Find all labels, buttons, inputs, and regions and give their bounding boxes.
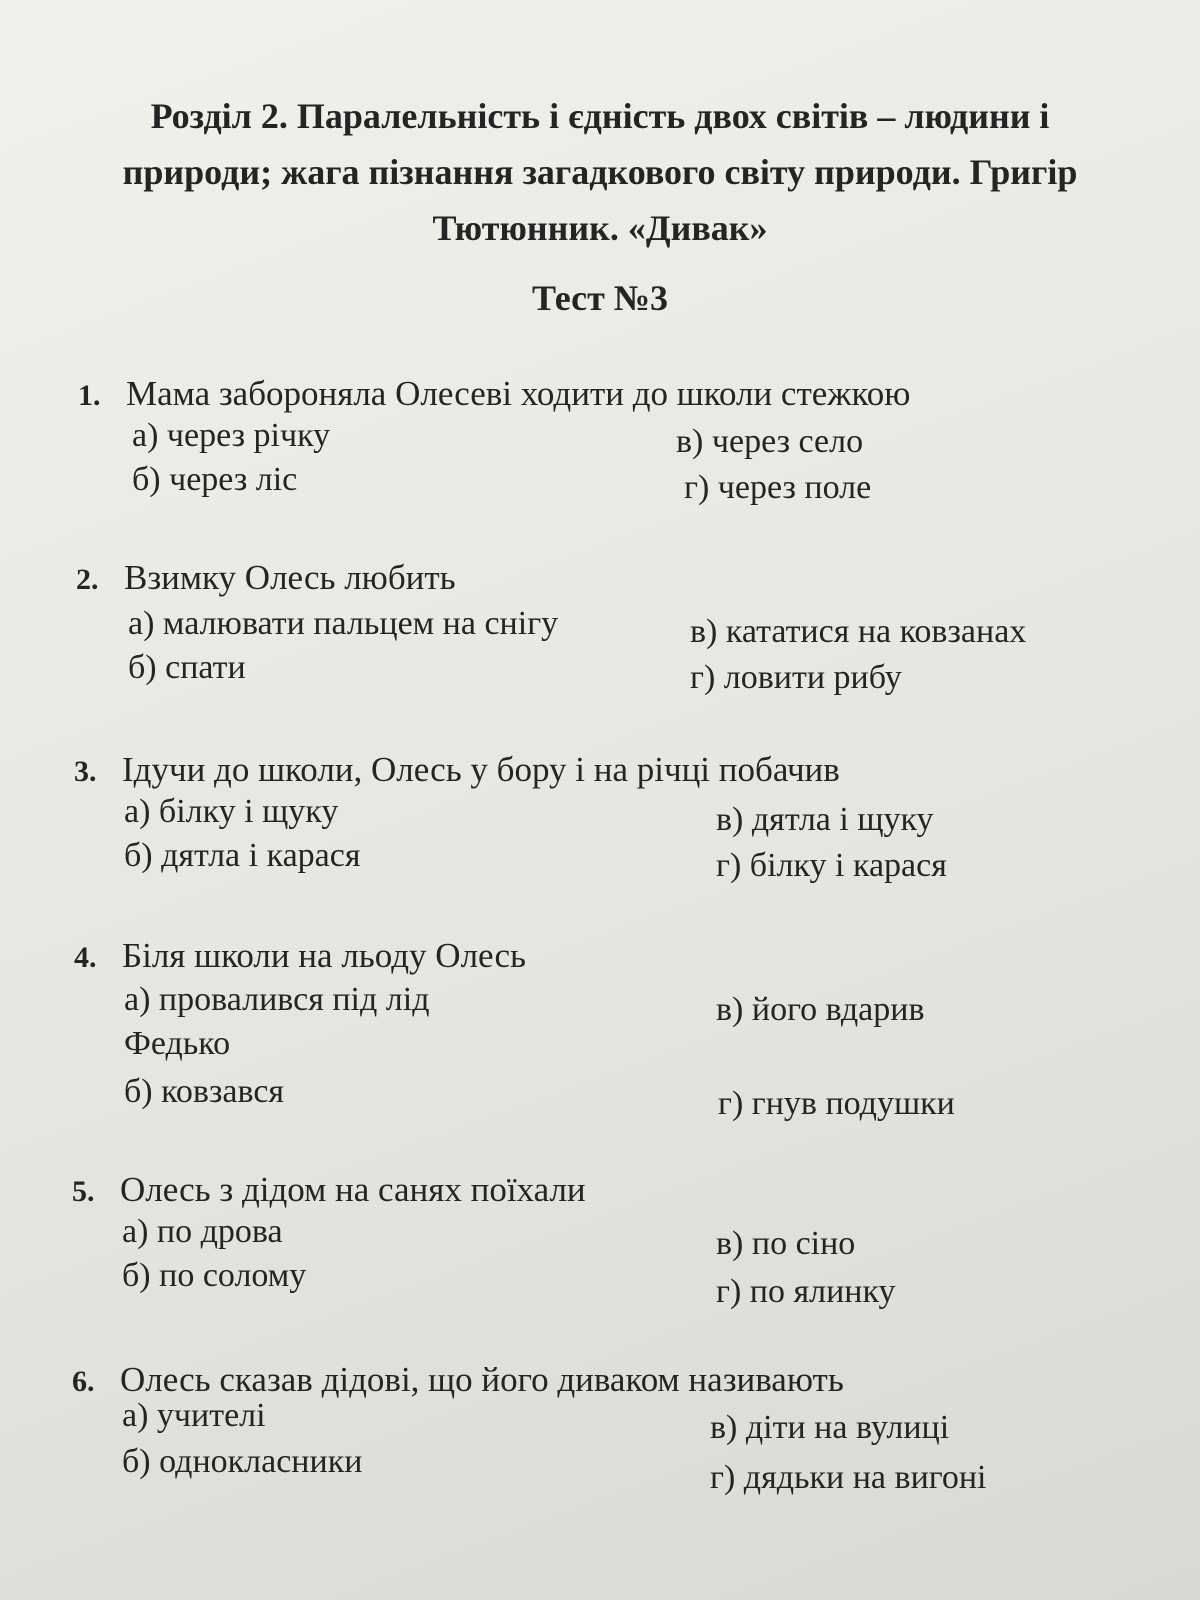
answer-option-v[interactable]: в) через село — [676, 423, 864, 460]
answer-option-b[interactable]: б) через ліс — [132, 461, 298, 498]
test-title: Тест №3 — [532, 278, 668, 318]
answer-option-b[interactable]: б) однокласники — [122, 1443, 363, 1480]
answer-option-v[interactable]: в) по сіно — [716, 1225, 856, 1262]
question-number: 2. — [76, 563, 99, 596]
question-1 — [78, 372, 910, 418]
question-text: Біля школи на льоду Олесь — [122, 936, 526, 975]
question-text: Олесь з дідом на санях поїхали — [120, 1170, 586, 1209]
question-number: 6. — [72, 1365, 95, 1398]
answer-option-a[interactable]: а) малювати пальцем на снігу — [128, 605, 559, 642]
answer-option-a-continued: Федько — [124, 1025, 231, 1062]
answer-option-v[interactable]: в) дятла і щуку — [716, 801, 934, 838]
question-number: 1. — [78, 379, 101, 412]
answer-option-a[interactable]: а) білку і щуку — [124, 793, 339, 830]
answer-option-b[interactable]: б) ковзався — [124, 1073, 285, 1110]
answer-option-v[interactable]: в) діти на вулиці — [710, 1409, 950, 1446]
question-3 — [74, 748, 840, 794]
heading-line-3: Тютюнник. «Дивак» — [432, 208, 768, 248]
heading-line-1: Розділ 2. Паралельність і єдність двох світів – людини і — [150, 96, 1050, 136]
question-4 — [74, 934, 526, 980]
answer-option-b[interactable]: б) спати — [128, 649, 246, 686]
question-text: Мама забороняла Олесеві ходити до школи стежкою — [126, 374, 911, 413]
answer-option-b[interactable]: б) дятла і карася — [124, 837, 361, 874]
answer-option-b[interactable]: б) по солому — [122, 1257, 307, 1294]
answer-option-g[interactable]: г) білку і карася — [716, 847, 947, 884]
answer-option-g[interactable]: г) через поле — [684, 469, 872, 506]
answer-option-a[interactable]: а) через річку — [132, 417, 331, 454]
question-number: 5. — [72, 1175, 95, 1208]
answer-option-g[interactable]: г) гнув подушки — [718, 1085, 955, 1122]
answer-option-a[interactable]: а) по дрова — [122, 1213, 283, 1250]
question-number: 4. — [74, 941, 97, 974]
answer-option-v[interactable]: в) його вдарив — [716, 991, 925, 1028]
answer-option-g[interactable]: г) по ялинку — [716, 1273, 896, 1310]
answer-option-a[interactable]: а) учителі — [122, 1397, 266, 1434]
question-text: Ідучи до школи, Олесь у бору і на річці побачив — [122, 750, 840, 789]
question-2 — [76, 556, 456, 602]
question-text: Олесь сказав дідові, що його диваком називають — [120, 1360, 844, 1399]
answer-option-g[interactable]: г) ловити рибу — [690, 659, 902, 696]
question-5 — [72, 1168, 586, 1214]
heading-line-2: природи; жага пізнання загадкового світу природи. Григір — [122, 152, 1078, 192]
question-text: Взимку Олесь любить — [124, 558, 456, 597]
section-heading — [40, 88, 1160, 256]
answer-option-g[interactable]: г) дядьки на вигоні — [710, 1459, 987, 1496]
answer-option-a[interactable]: а) провалився під лід — [124, 981, 430, 1018]
question-number: 3. — [74, 755, 97, 788]
answer-option-v[interactable]: в) кататися на ковзанах — [690, 613, 1027, 650]
